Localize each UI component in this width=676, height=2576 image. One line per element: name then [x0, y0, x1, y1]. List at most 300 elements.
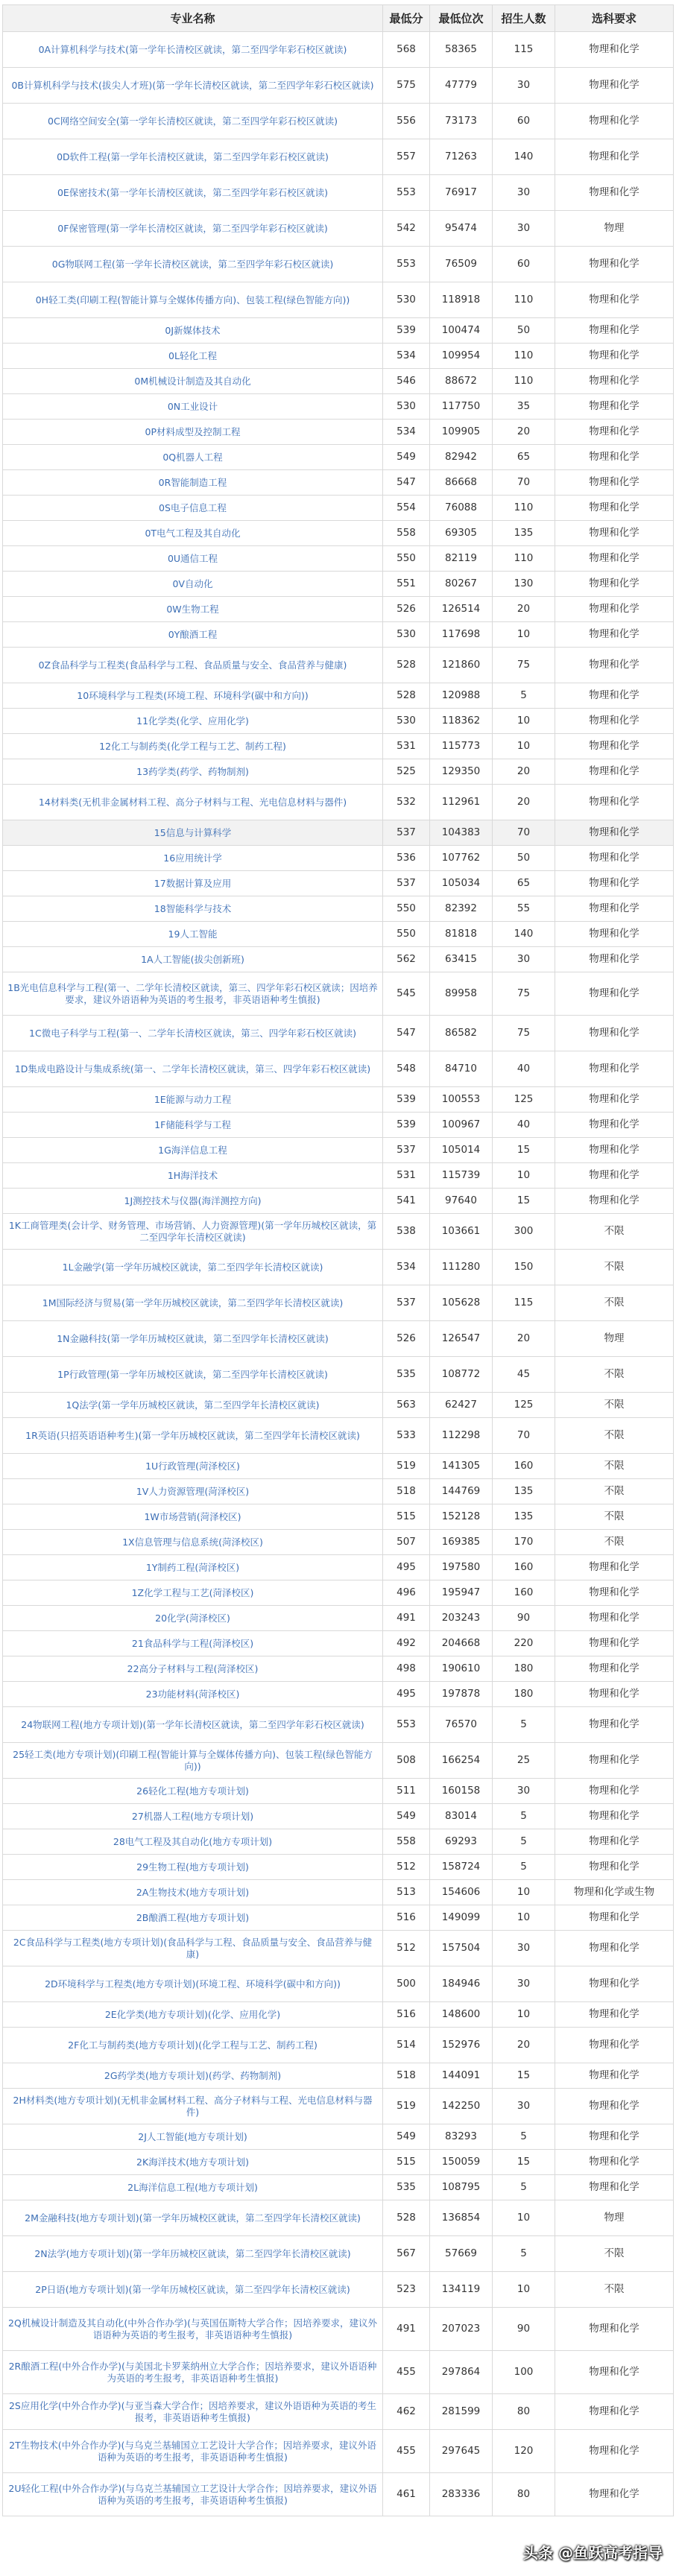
table-row — [3, 344, 674, 369]
major-cell: 0C网络空间安全(第一学年长清校区就读，第二至四学年彩石校区就读) — [3, 104, 383, 139]
min-rank-cell: 297864 — [430, 2351, 493, 2394]
requirement-cell: 物理和化学 — [555, 282, 674, 318]
major-cell: 12化工与制药类(化学工程与工艺、制药工程) — [3, 734, 383, 759]
min-score-cell: 538 — [383, 1214, 430, 1250]
major-cell: 18智能科学与技术 — [3, 896, 383, 922]
table-row — [3, 1051, 674, 1087]
enrollment-cell: 20 — [493, 2028, 555, 2063]
enrollment-cell: 125 — [493, 1087, 555, 1113]
min-rank-cell: 166254 — [430, 1743, 493, 1779]
requirement-cell: 物理和化学 — [555, 2063, 674, 2089]
min-score-cell: 519 — [383, 2089, 430, 2124]
min-score-cell: 461 — [383, 2473, 430, 2516]
enrollment-cell: 70 — [493, 1418, 555, 1454]
requirement-cell: 物理和化学 — [555, 1682, 674, 1707]
requirement-cell: 物理和化学 — [555, 318, 674, 344]
enrollment-cell: 20 — [493, 759, 555, 785]
min-rank-cell: 157504 — [430, 1931, 493, 1966]
major-cell: 2E化学类(地方专项计划)(化学、应用化学) — [3, 2002, 383, 2028]
table-row — [3, 1454, 674, 1479]
enrollment-cell: 30 — [493, 947, 555, 972]
min-rank-cell: 154606 — [430, 1880, 493, 1905]
enrollment-cell: 115 — [493, 1285, 555, 1321]
requirement-cell: 物理和化学 — [555, 1016, 674, 1051]
min-score-cell: 528 — [383, 683, 430, 709]
table-row — [3, 683, 674, 709]
table-row — [3, 211, 674, 247]
min-score-cell: 534 — [383, 344, 430, 369]
major-cell: 1U行政管理(菏泽校区) — [3, 1454, 383, 1479]
major-cell: 1K工商管理类(会计学、财务管理、市场营销、人力资源管理)(第一学年历城校区就读，第二至四学年长清校区就读) — [3, 1214, 383, 1250]
enrollment-cell: 40 — [493, 1051, 555, 1087]
min-score-cell: 558 — [383, 521, 430, 546]
major-cell: 1E能源与动力工程 — [3, 1087, 383, 1113]
table-row — [3, 1214, 674, 1250]
min-score-cell: 533 — [383, 1418, 430, 1454]
table-row — [3, 1631, 674, 1656]
min-rank-cell: 82392 — [430, 896, 493, 922]
requirement-cell: 物理和化学 — [555, 546, 674, 572]
enrollment-cell: 40 — [493, 1113, 555, 1138]
requirement-cell: 物理和化学 — [555, 496, 674, 521]
min-rank-cell: 297645 — [430, 2430, 493, 2473]
enrollment-cell: 10 — [493, 734, 555, 759]
requirement-cell: 物理和化学 — [555, 896, 674, 922]
table-row — [3, 318, 674, 344]
min-rank-cell: 88672 — [430, 369, 493, 394]
min-rank-cell: 71263 — [430, 139, 493, 175]
table-row — [3, 2002, 674, 2028]
table-row — [3, 104, 674, 139]
enrollment-cell: 5 — [493, 1855, 555, 1880]
min-score-cell: 455 — [383, 2430, 430, 2473]
table-row — [3, 2124, 674, 2150]
table-row — [3, 1285, 674, 1321]
requirement-cell: 不限 — [555, 1393, 674, 1418]
major-cell: 1F储能科学与工程 — [3, 1113, 383, 1138]
enrollment-cell: 50 — [493, 318, 555, 344]
major-cell: 14材料类(无机非金属材料工程、高分子材料与工程、光电信息材料与器件) — [3, 785, 383, 820]
requirement-cell: 物理和化学 — [555, 2430, 674, 2473]
enrollment-cell: 60 — [493, 247, 555, 282]
requirement-cell: 物理和化学 — [555, 1580, 674, 1606]
min-score-cell: 507 — [383, 1530, 430, 1555]
major-cell: 13药学类(药学、药物制剂) — [3, 759, 383, 785]
min-rank-cell: 107762 — [430, 846, 493, 871]
requirement-cell: 物理和化学 — [555, 175, 674, 211]
major-cell: 2T生物技术(中外合作办学)(与乌克兰基辅国立工艺设计大学合作；因培养要求，建议外语语种为英语的考生报考，非英语语种考生慎报) — [3, 2430, 383, 2473]
enrollment-cell: 10 — [493, 1163, 555, 1189]
min-rank-cell: 112961 — [430, 785, 493, 820]
min-score-cell: 553 — [383, 1707, 430, 1743]
major-cell: 19人工智能 — [3, 922, 383, 947]
min-rank-cell: 86582 — [430, 1016, 493, 1051]
enrollment-cell: 100 — [493, 2351, 555, 2394]
table-row — [3, 2236, 674, 2272]
major-cell: 2A生物技术(地方专项计划) — [3, 1880, 383, 1905]
min-score-cell: 539 — [383, 1113, 430, 1138]
min-rank-cell: 115773 — [430, 734, 493, 759]
requirement-cell: 物理和化学 — [555, 1707, 674, 1743]
min-score-cell: 549 — [383, 445, 430, 470]
enrollment-cell: 110 — [493, 282, 555, 318]
requirement-cell: 物理和化学 — [555, 247, 674, 282]
enrollment-cell: 115 — [493, 32, 555, 68]
min-score-cell: 531 — [383, 734, 430, 759]
requirement-cell: 物理和化学 — [555, 648, 674, 683]
enrollment-cell: 160 — [493, 1555, 555, 1580]
table-row — [3, 1250, 674, 1285]
min-score-cell: 553 — [383, 175, 430, 211]
major-cell: 0V自动化 — [3, 572, 383, 597]
min-rank-cell: 76570 — [430, 1707, 493, 1743]
table-row — [3, 1829, 674, 1855]
requirement-cell: 物理和化学 — [555, 2150, 674, 2175]
min-score-cell: 553 — [383, 247, 430, 282]
major-cell: 1X信息管理与信息系统(菏泽校区) — [3, 1530, 383, 1555]
min-rank-cell: 158724 — [430, 1855, 493, 1880]
min-score-cell: 526 — [383, 597, 430, 622]
table-row — [3, 648, 674, 683]
min-score-cell: 549 — [383, 2124, 430, 2150]
enrollment-cell: 150 — [493, 1250, 555, 1285]
enrollment-cell: 90 — [493, 2308, 555, 2351]
min-score-cell: 530 — [383, 394, 430, 420]
requirement-cell: 物理和化学 — [555, 369, 674, 394]
major-cell: 2C食品科学与工程类(地方专项计划)(食品科学与工程、食品质量与安全、食品营养与健康) — [3, 1931, 383, 1966]
min-score-cell: 550 — [383, 546, 430, 572]
major-cell: 2G药学类(地方专项计划)(药学、药物制剂) — [3, 2063, 383, 2089]
major-cell: 1G海洋信息工程 — [3, 1138, 383, 1163]
enrollment-cell: 5 — [493, 1804, 555, 1829]
requirement-cell: 物理和化学 — [555, 947, 674, 972]
min-score-cell: 534 — [383, 420, 430, 445]
min-rank-cell: 105014 — [430, 1138, 493, 1163]
table-row — [3, 1555, 674, 1580]
major-cell: 0M机械设计制造及其自动化 — [3, 369, 383, 394]
min-rank-cell: 150059 — [430, 2150, 493, 2175]
min-rank-cell: 136854 — [430, 2200, 493, 2236]
requirement-cell: 物理和化学 — [555, 1743, 674, 1779]
min-score-cell: 518 — [383, 1479, 430, 1504]
enrollment-cell: 140 — [493, 922, 555, 947]
enrollment-cell: 125 — [493, 1393, 555, 1418]
major-cell: 2U轻化工程(中外合作办学)(与乌克兰基辅国立工艺设计大学合作；因培养要求，建议外语语种为英语的考生报考，非英语语种考生慎报) — [3, 2473, 383, 2516]
table-row — [3, 820, 674, 846]
header-enrollment: 招生人数 — [493, 5, 555, 32]
min-rank-cell: 83293 — [430, 2124, 493, 2150]
major-cell: 0S电子信息工程 — [3, 496, 383, 521]
enrollment-cell: 10 — [493, 2272, 555, 2308]
admission-table-container — [2, 4, 673, 2516]
enrollment-cell: 75 — [493, 648, 555, 683]
table-row — [3, 2063, 674, 2089]
enrollment-cell: 70 — [493, 820, 555, 846]
table-row — [3, 1966, 674, 2002]
min-rank-cell: 109905 — [430, 420, 493, 445]
requirement-cell: 物理和化学 — [555, 846, 674, 871]
enrollment-cell: 90 — [493, 1606, 555, 1631]
major-cell: 25轻工类(地方专项计划)(印刷工程(智能计算与全媒体传播方向)、包装工程(绿色智能方向)) — [3, 1743, 383, 1779]
min-rank-cell: 120988 — [430, 683, 493, 709]
requirement-cell: 物理和化学 — [555, 1656, 674, 1682]
enrollment-cell: 30 — [493, 1966, 555, 2002]
requirement-cell: 物理和化学 — [555, 922, 674, 947]
min-rank-cell: 86668 — [430, 470, 493, 496]
table-row — [3, 1393, 674, 1418]
table-row — [3, 2430, 674, 2473]
min-rank-cell: 57669 — [430, 2236, 493, 2272]
min-score-cell: 516 — [383, 2002, 430, 2028]
table-row — [3, 1707, 674, 1743]
requirement-cell: 物理和化学 — [555, 597, 674, 622]
requirement-cell: 物理和化学 — [555, 1829, 674, 1855]
major-cell: 24物联网工程(地方专项计划)(第一学年长清校区就读，第二至四学年彩石校区就读) — [3, 1707, 383, 1743]
requirement-cell: 物理和化学 — [555, 1631, 674, 1656]
major-cell: 1Q法学(第一学年历城校区就读，第二至四学年长清校区就读) — [3, 1393, 383, 1418]
min-score-cell: 535 — [383, 2175, 430, 2200]
header-min-rank: 最低位次 — [430, 5, 493, 32]
major-cell: 0A计算机科学与技术(第一学年长清校区就读，第二至四学年彩石校区就读) — [3, 32, 383, 68]
requirement-cell: 物理和化学 — [555, 2175, 674, 2200]
major-cell: 0D软件工程(第一学年长清校区就读，第二至四学年彩石校区就读) — [3, 139, 383, 175]
enrollment-cell: 180 — [493, 1682, 555, 1707]
requirement-cell: 物理和化学 — [555, 683, 674, 709]
major-cell: 0T电气工程及其自动化 — [3, 521, 383, 546]
enrollment-cell: 10 — [493, 709, 555, 734]
major-cell: 1Z化学工程与工艺(菏泽校区) — [3, 1580, 383, 1606]
table-row — [3, 1504, 674, 1530]
requirement-cell: 物理和化学 — [555, 709, 674, 734]
requirement-cell: 物理和化学 — [555, 1138, 674, 1163]
enrollment-cell: 180 — [493, 1656, 555, 1682]
table-row — [3, 1682, 674, 1707]
major-cell: 1H海洋技术 — [3, 1163, 383, 1189]
enrollment-cell: 20 — [493, 420, 555, 445]
table-row — [3, 282, 674, 318]
table-body — [3, 32, 674, 2516]
min-score-cell: 531 — [383, 1163, 430, 1189]
table-row — [3, 1656, 674, 1682]
enrollment-cell: 15 — [493, 2063, 555, 2089]
min-rank-cell: 84710 — [430, 1051, 493, 1087]
min-score-cell: 557 — [383, 139, 430, 175]
requirement-cell: 物理和化学 — [555, 1087, 674, 1113]
requirement-cell: 不限 — [555, 2272, 674, 2308]
enrollment-cell: 135 — [493, 1479, 555, 1504]
min-rank-cell: 105628 — [430, 1285, 493, 1321]
min-rank-cell: 126547 — [430, 1321, 493, 1357]
table-row — [3, 2308, 674, 2351]
min-score-cell: 536 — [383, 846, 430, 871]
major-cell: 0L轻化工程 — [3, 344, 383, 369]
enrollment-cell: 80 — [493, 2394, 555, 2430]
major-cell: 1B光电信息科学与工程(第一、二学年长清校区就读，第三、四学年彩石校区就读；因培养要求，建议外语语种为英语的考生报考，非英语语种考生慎报) — [3, 972, 383, 1016]
enrollment-cell: 110 — [493, 369, 555, 394]
table-row — [3, 521, 674, 546]
min-rank-cell: 108772 — [430, 1357, 493, 1393]
min-score-cell: 513 — [383, 1880, 430, 1905]
enrollment-cell: 50 — [493, 846, 555, 871]
major-cell: 1V人力资源管理(菏泽校区) — [3, 1479, 383, 1504]
header-requirement: 选科要求 — [555, 5, 674, 32]
table-row — [3, 1905, 674, 1931]
table-row — [3, 1580, 674, 1606]
min-score-cell: 515 — [383, 2150, 430, 2175]
major-cell: 10环境科学与工程类(环境工程、环境科学(碳中和方向)) — [3, 683, 383, 709]
table-row — [3, 32, 674, 68]
table-row — [3, 420, 674, 445]
major-cell: 29生物工程(地方专项计划) — [3, 1855, 383, 1880]
enrollment-cell: 75 — [493, 1016, 555, 1051]
min-score-cell: 558 — [383, 1829, 430, 1855]
requirement-cell: 物理和化学 — [555, 1804, 674, 1829]
min-score-cell: 534 — [383, 1250, 430, 1285]
enrollment-cell: 45 — [493, 1357, 555, 1393]
major-cell: 1A人工智能(拔尖创新班) — [3, 947, 383, 972]
min-rank-cell: 141305 — [430, 1454, 493, 1479]
min-rank-cell: 80267 — [430, 572, 493, 597]
min-rank-cell: 117698 — [430, 622, 493, 648]
major-cell: 0R智能制造工程 — [3, 470, 383, 496]
requirement-cell: 物理和化学 — [555, 1189, 674, 1214]
requirement-cell: 物理和化学 — [555, 521, 674, 546]
min-score-cell: 491 — [383, 2308, 430, 2351]
table-row — [3, 2394, 674, 2430]
min-rank-cell: 100967 — [430, 1113, 493, 1138]
requirement-cell: 物理和化学 — [555, 1905, 674, 1931]
min-rank-cell: 152976 — [430, 2028, 493, 2063]
table-row — [3, 1855, 674, 1880]
requirement-cell: 物理和化学 — [555, 572, 674, 597]
requirement-cell: 物理和化学 — [555, 420, 674, 445]
table-row — [3, 922, 674, 947]
enrollment-cell: 75 — [493, 972, 555, 1016]
min-score-cell: 500 — [383, 1966, 430, 2002]
requirement-cell: 物理 — [555, 1321, 674, 1357]
table-row — [3, 247, 674, 282]
major-cell: 1L金融学(第一学年历城校区就读，第二至四学年长清校区就读) — [3, 1250, 383, 1285]
table-row — [3, 597, 674, 622]
major-cell: 11化学类(化学、应用化学) — [3, 709, 383, 734]
min-rank-cell: 105034 — [430, 871, 493, 896]
major-cell: 2J人工智能(地方专项计划) — [3, 2124, 383, 2150]
min-score-cell: 523 — [383, 2272, 430, 2308]
table-row — [3, 1530, 674, 1555]
major-cell: 2N法学(地方专项计划)(第一学年历城校区就读，第二至四学年长清校区就读) — [3, 2236, 383, 2272]
requirement-cell: 物理和化学或生物 — [555, 1880, 674, 1905]
min-rank-cell: 82942 — [430, 445, 493, 470]
major-cell: 2P日语(地方专项计划)(第一学年历城校区就读，第二至四学年长清校区就读) — [3, 2272, 383, 2308]
enrollment-cell: 300 — [493, 1214, 555, 1250]
min-rank-cell: 69305 — [430, 521, 493, 546]
enrollment-cell: 30 — [493, 175, 555, 211]
min-score-cell: 537 — [383, 871, 430, 896]
min-rank-cell: 160158 — [430, 1779, 493, 1804]
requirement-cell: 物理和化学 — [555, 1113, 674, 1138]
enrollment-cell: 10 — [493, 2002, 555, 2028]
enrollment-cell: 15 — [493, 2150, 555, 2175]
major-cell: 0W生物工程 — [3, 597, 383, 622]
min-rank-cell: 76917 — [430, 175, 493, 211]
table-row — [3, 2150, 674, 2175]
enrollment-cell: 15 — [493, 1189, 555, 1214]
min-rank-cell: 190610 — [430, 1656, 493, 1682]
min-score-cell: 462 — [383, 2394, 430, 2430]
min-rank-cell: 207023 — [430, 2308, 493, 2351]
min-rank-cell: 104383 — [430, 820, 493, 846]
min-score-cell: 525 — [383, 759, 430, 785]
requirement-cell: 物理和化学 — [555, 2124, 674, 2150]
min-rank-cell: 148600 — [430, 2002, 493, 2028]
major-cell: 2D环境科学与工程类(地方专项计划)(环境工程、环境科学(碳中和方向)) — [3, 1966, 383, 2002]
requirement-cell: 物理和化学 — [555, 1051, 674, 1087]
min-score-cell: 492 — [383, 1631, 430, 1656]
major-cell: 2H材料类(地方专项计划)(无机非金属材料工程、高分子材料与工程、光电信息材料与器件) — [3, 2089, 383, 2124]
min-score-cell: 535 — [383, 1357, 430, 1393]
min-rank-cell: 283336 — [430, 2473, 493, 2516]
min-score-cell: 539 — [383, 318, 430, 344]
major-cell: 28电气工程及其自动化(地方专项计划) — [3, 1829, 383, 1855]
major-cell: 0G物联网工程(第一学年长清校区就读，第二至四学年彩石校区就读) — [3, 247, 383, 282]
major-cell: 27机器人工程(地方专项计划) — [3, 1804, 383, 1829]
min-score-cell: 545 — [383, 972, 430, 1016]
min-score-cell: 549 — [383, 1804, 430, 1829]
min-score-cell: 537 — [383, 1138, 430, 1163]
min-rank-cell: 112298 — [430, 1418, 493, 1454]
table-row — [3, 622, 674, 648]
enrollment-cell: 30 — [493, 1931, 555, 1966]
min-rank-cell: 89958 — [430, 972, 493, 1016]
min-score-cell: 547 — [383, 470, 430, 496]
major-cell: 0J新媒体技术 — [3, 318, 383, 344]
requirement-cell: 不限 — [555, 1250, 674, 1285]
enrollment-cell: 5 — [493, 683, 555, 709]
min-rank-cell: 111280 — [430, 1250, 493, 1285]
min-score-cell: 495 — [383, 1682, 430, 1707]
table-row — [3, 445, 674, 470]
requirement-cell: 物理和化学 — [555, 734, 674, 759]
requirement-cell: 不限 — [555, 1479, 674, 1504]
table-row — [3, 139, 674, 175]
min-rank-cell: 184946 — [430, 1966, 493, 2002]
major-cell: 0E保密技术(第一学年长清校区就读，第二至四学年彩石校区就读) — [3, 175, 383, 211]
min-rank-cell: 144091 — [430, 2063, 493, 2089]
min-score-cell: 514 — [383, 2028, 430, 2063]
min-rank-cell: 197878 — [430, 1682, 493, 1707]
table-row — [3, 546, 674, 572]
major-cell: 2K海洋技术(地方专项计划) — [3, 2150, 383, 2175]
requirement-cell: 物理和化学 — [555, 104, 674, 139]
requirement-cell: 不限 — [555, 1454, 674, 1479]
min-score-cell: 519 — [383, 1454, 430, 1479]
min-score-cell: 541 — [383, 1189, 430, 1214]
requirement-cell: 不限 — [555, 1530, 674, 1555]
enrollment-cell: 110 — [493, 344, 555, 369]
min-score-cell: 542 — [383, 211, 430, 247]
min-rank-cell: 83014 — [430, 1804, 493, 1829]
table-row — [3, 1163, 674, 1189]
min-score-cell: 498 — [383, 1656, 430, 1682]
admission-table — [2, 4, 674, 2516]
min-score-cell: 562 — [383, 947, 430, 972]
major-cell: 1Y制药工程(菏泽校区) — [3, 1555, 383, 1580]
min-score-cell: 512 — [383, 1855, 430, 1880]
table-row — [3, 68, 674, 104]
enrollment-cell: 160 — [493, 1454, 555, 1479]
table-row — [3, 572, 674, 597]
min-score-cell: 455 — [383, 2351, 430, 2394]
